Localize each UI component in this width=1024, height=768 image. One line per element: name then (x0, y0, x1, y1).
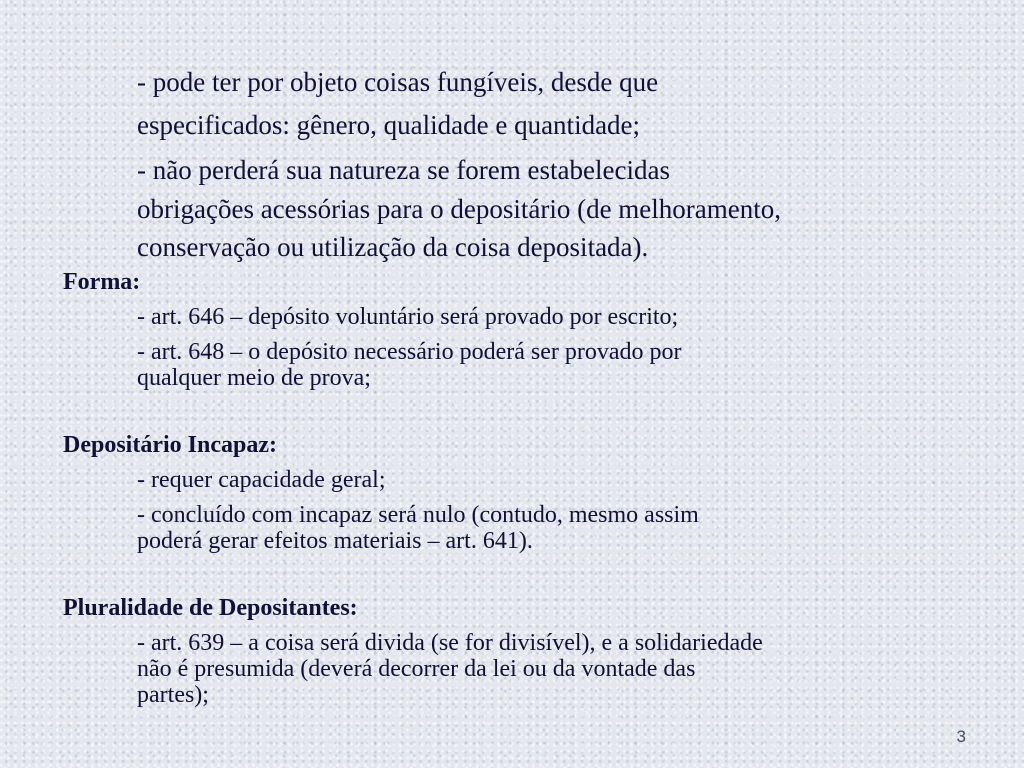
depositario-line-2: - concluído com incapaz será nulo (contudo, mesmo assim (137, 502, 699, 528)
section-heading-depositario: Depositário Incapaz: (63, 432, 277, 458)
pluralidade-line-3: partes); (137, 682, 209, 708)
intro-line-4: obrigações acessórias para o depositário (de melhoramento, (137, 194, 782, 224)
depositario-line-1: - requer capacidade geral; (137, 467, 386, 493)
page-number: 3 (956, 727, 966, 746)
forma-line-1: - art. 646 – depósito voluntário será provado por escrito; (137, 304, 679, 330)
forma-line-2: - art. 648 – o depósito necessário poderá ser provado por (137, 339, 682, 365)
section-heading-pluralidade: Pluralidade de Depositantes: (63, 595, 358, 621)
forma-line-3: qualquer meio de prova; (137, 365, 371, 391)
intro-line-1: - pode ter por objeto coisas fungíveis, desde que (137, 67, 659, 97)
pluralidade-line-2: não é presumida (deverá decorrer da lei ou da vontade das (137, 656, 696, 682)
intro-line-2: especificados: gênero, qualidade e quantidade; (137, 110, 641, 140)
pluralidade-line-1: - art. 639 – a coisa será divida (se for divisível), e a solidariedade (137, 630, 763, 656)
intro-line-3: - não perderá sua natureza se forem estabelecidas (137, 155, 670, 185)
section-heading-forma: Forma: (63, 269, 141, 295)
depositario-line-3: poderá gerar efeitos materiais – art. 641). (137, 528, 533, 554)
intro-line-5: conservação ou utilização da coisa depositada). (137, 232, 649, 262)
